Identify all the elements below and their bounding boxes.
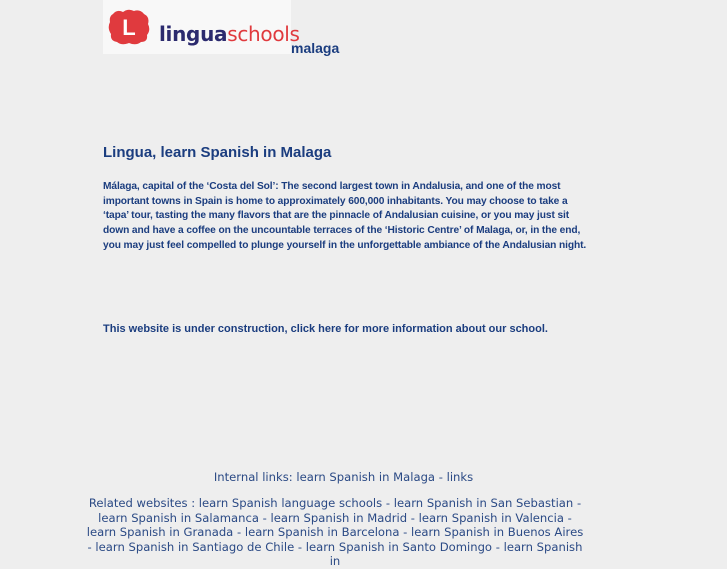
internal-links	[0, 470, 687, 484]
related-link-santiago-de-chile[interactable]: learn Spanish in Santiago de Chile	[95, 539, 295, 554]
related-link-valencia[interactable]: learn Spanish in Valencia	[418, 510, 564, 525]
related-link-salamanca[interactable]: learn Spanish in Salamanca	[98, 510, 259, 525]
logo-wordmark-schools: schools	[227, 22, 300, 46]
internal-link-learn-spanish-malaga[interactable]: learn Spanish in Malaga	[296, 470, 436, 484]
separator: -	[258, 510, 271, 525]
related-link-more[interactable]: learn Spanish in	[329, 539, 583, 569]
related-link-granada[interactable]: learn Spanish in Granada	[86, 525, 234, 540]
related-websites	[85, 496, 585, 569]
page-title: Lingua, learn Spanish in Malaga	[103, 144, 332, 161]
separator: -	[407, 510, 419, 525]
logo-badge-icon	[107, 8, 151, 46]
linguaschools-logo[interactable]	[103, 0, 300, 54]
separator: -	[492, 539, 504, 554]
related-websites-label: Related websites :	[88, 496, 196, 510]
separator: -	[382, 496, 394, 510]
intro-paragraph: Málaga, capital of the ‘Costa del Sol’: The second largest town in Andalusia, and one of the most important towns in Spain is home to approximately 600,000 inhabitants. You may choose to take a ‘tapa’ tour, tasting the many flavors that are the pinnacle of Andalusian cuisine, or you may just sit down and have a coffee on the uncountable terraces of the ‘Historic Centre’ of Malaga, or, in the end, you may just feel compelled to plunge yourself in the unforgettable ambiance of the Andalusian night.	[103, 181, 587, 251]
separator: -	[294, 539, 306, 554]
separator: -	[563, 510, 572, 525]
separator: -	[233, 525, 245, 540]
separator: -	[87, 539, 96, 554]
related-link-madrid[interactable]: learn Spanish in Madrid	[270, 510, 408, 525]
internal-links-label: Internal links:	[213, 470, 293, 484]
related-link-santo-domingo[interactable]: learn Spanish in Santo Domingo	[305, 539, 493, 554]
related-link-barcelona[interactable]: learn Spanish in Barcelona	[244, 525, 400, 540]
related-link-language-schools[interactable]: learn Spanish language schools	[198, 496, 383, 510]
logo-wordmark	[159, 22, 300, 46]
logo-wordmark-lingua: lingua	[159, 22, 228, 46]
separator: -	[399, 525, 412, 540]
related-link-san-sebastian[interactable]: learn Spanish in San Sebastian	[393, 496, 574, 510]
related-link-buenos-aires[interactable]: learn Spanish in Buenos Aires	[411, 525, 584, 540]
internal-link-links[interactable]: links	[446, 470, 474, 484]
separator: -	[573, 496, 582, 510]
city-label: malaga	[291, 40, 340, 56]
svg-text:L: L	[122, 15, 136, 40]
construction-info-link[interactable]: This website is under construction, click here for more information about our school.	[103, 323, 548, 335]
construction-notice	[103, 323, 548, 335]
separator: -	[438, 470, 447, 484]
